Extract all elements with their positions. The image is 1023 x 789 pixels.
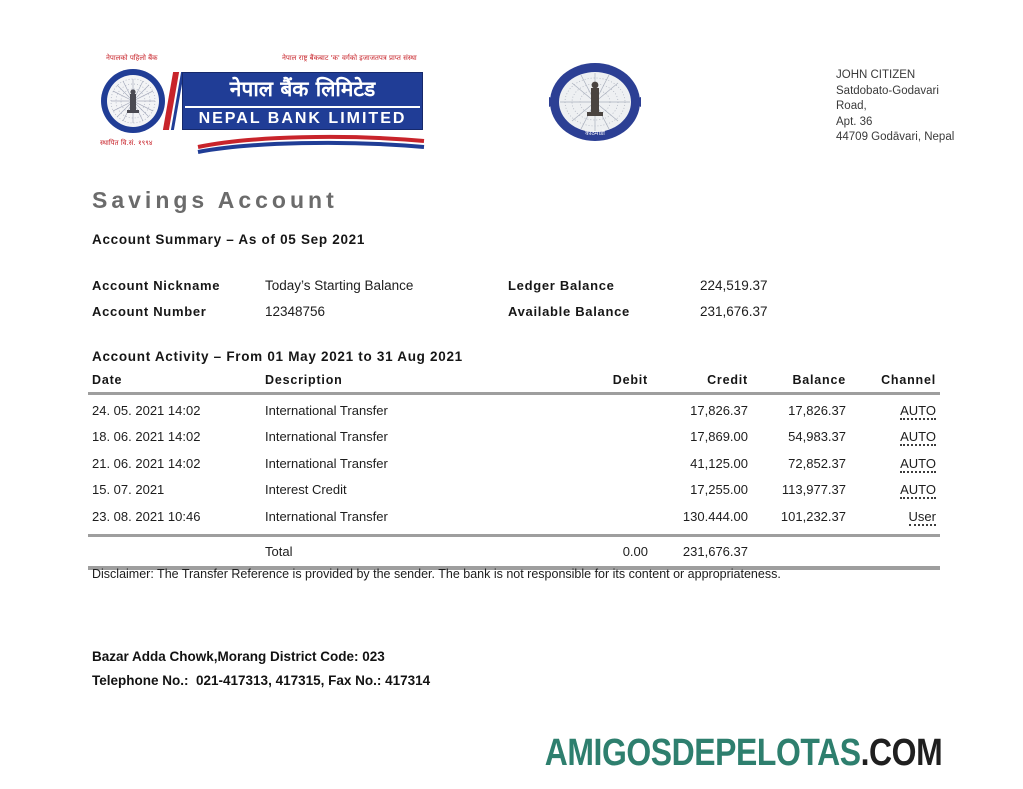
recipient-address-block <box>836 68 954 146</box>
table-row <box>88 398 940 424</box>
cell-date: 24. 05. 2021 14:02 <box>92 403 201 418</box>
site-watermark <box>544 732 942 775</box>
table-row <box>88 424 940 450</box>
total-label: Total <box>265 543 293 559</box>
activity-table <box>88 370 940 570</box>
nepal-bank-logo <box>182 72 423 130</box>
disclaimer-text: Disclaimer: The Transfer Reference is provided by the sender. The bank is not responsible for its content or appropriateness. <box>92 567 781 581</box>
account-activity-heading: Account Activity – From 01 May 2021 to 31 Aug 2021 <box>92 349 463 364</box>
brand-established-text: स्थापित वि.सं. १९९४ <box>100 139 153 147</box>
cell-date: 15. 07. 2021 <box>92 482 165 498</box>
brand-tagline-right: नेपाल राष्ट्र बैंकबाट 'क' वर्गको इजाजतपत्र प्राप्त संस्था <box>282 54 417 62</box>
column-header-description: Description <box>265 373 343 387</box>
svg-text:काठमाडौं: काठमाडौं <box>585 130 605 137</box>
column-header-channel: Channel <box>881 373 936 387</box>
cell-channel: AUTO <box>900 455 936 471</box>
branch-telephone: Telephone No.: 021-417313, 417315, Fax No.: 417314 <box>92 673 431 688</box>
available-balance-label: Available Balance <box>508 304 630 319</box>
cell-description: International Transfer <box>265 455 388 471</box>
account-nickname-value: Today’s Starting Balance <box>265 278 414 293</box>
cell-channel: User <box>908 508 936 524</box>
logo-swoosh-icon <box>196 134 426 158</box>
watermark-primary: AMIGOSDEPELOTAS <box>544 732 861 774</box>
column-header-date: Date <box>92 373 123 387</box>
bank-name-nepali: नेपाल बैंक लिमिटेड <box>229 77 376 101</box>
cell-description: International Transfer <box>265 429 388 445</box>
cell-channel: AUTO <box>900 429 936 445</box>
recipient-address-line: Satdobato-Godavari <box>836 84 939 97</box>
cell-balance: 54,983.37 <box>788 429 846 445</box>
cell-balance: 72,852.37 <box>788 455 846 471</box>
table-total-row <box>88 537 940 566</box>
cell-credit: 17,826.37 <box>690 403 748 418</box>
ledger-balance-value: 224,519.37 <box>700 278 768 293</box>
cell-credit: 41,125.00 <box>690 455 748 471</box>
table-header-row <box>88 370 940 392</box>
cell-description: International Transfer <box>265 508 388 524</box>
available-balance-value: 231,676.37 <box>700 304 768 319</box>
account-number-label: Account Number <box>92 304 207 319</box>
bank-emblem-icon <box>548 61 642 143</box>
watermark-secondary: .COM <box>860 732 942 774</box>
total-debit: 0.00 <box>622 543 648 559</box>
ledger-balance-label: Ledger Balance <box>508 278 615 293</box>
recipient-address-line: 44709 Godāvari, Nepal <box>836 131 955 143</box>
cell-description: Interest Credit <box>265 482 347 498</box>
total-credit: 231,676.37 <box>682 543 748 559</box>
table-row <box>88 451 940 477</box>
cell-channel: AUTO <box>900 482 936 498</box>
cell-credit: 130.444.00 <box>682 508 748 524</box>
column-header-debit: Debit <box>612 373 648 387</box>
cell-balance: 17,826.37 <box>788 403 846 418</box>
brand-tagline-left: नेपालको पहिलो बैंक <box>106 54 158 62</box>
cell-balance: 113,977.37 <box>781 482 846 498</box>
cell-credit: 17,255.00 <box>690 482 748 498</box>
account-summary-heading: Account Summary – As of 05 Sep 2021 <box>92 232 366 247</box>
account-number-value: 12348756 <box>265 304 326 319</box>
cell-channel: AUTO <box>900 403 936 418</box>
recipient-address-line: Road, <box>836 100 867 112</box>
cell-balance: 101,232.37 <box>780 508 846 524</box>
table-row <box>88 504 940 530</box>
page-title: Savings Account <box>92 187 338 213</box>
cell-date: 21. 06. 2021 14:02 <box>92 455 201 471</box>
cell-date: 23. 08. 2021 10:46 <box>92 508 201 524</box>
recipient-address-line: Apt. 36 <box>836 115 873 128</box>
bank-name-english: NEPAL BANK LIMITED <box>198 110 407 127</box>
recipient-name: JOHN CITIZEN <box>836 69 916 81</box>
nepal-bank-seal-icon <box>100 68 166 134</box>
cell-description: International Transfer <box>265 403 388 418</box>
account-nickname-label: Account Nickname <box>92 278 221 293</box>
cell-credit: 17,869.00 <box>690 429 748 445</box>
cell-date: 18. 06. 2021 14:02 <box>92 429 201 445</box>
branch-address: Bazar Adda Chowk,Morang District Code: 023 <box>92 649 385 664</box>
column-header-balance: Balance <box>792 373 846 387</box>
column-header-credit: Credit <box>707 373 748 387</box>
table-row <box>88 477 940 503</box>
